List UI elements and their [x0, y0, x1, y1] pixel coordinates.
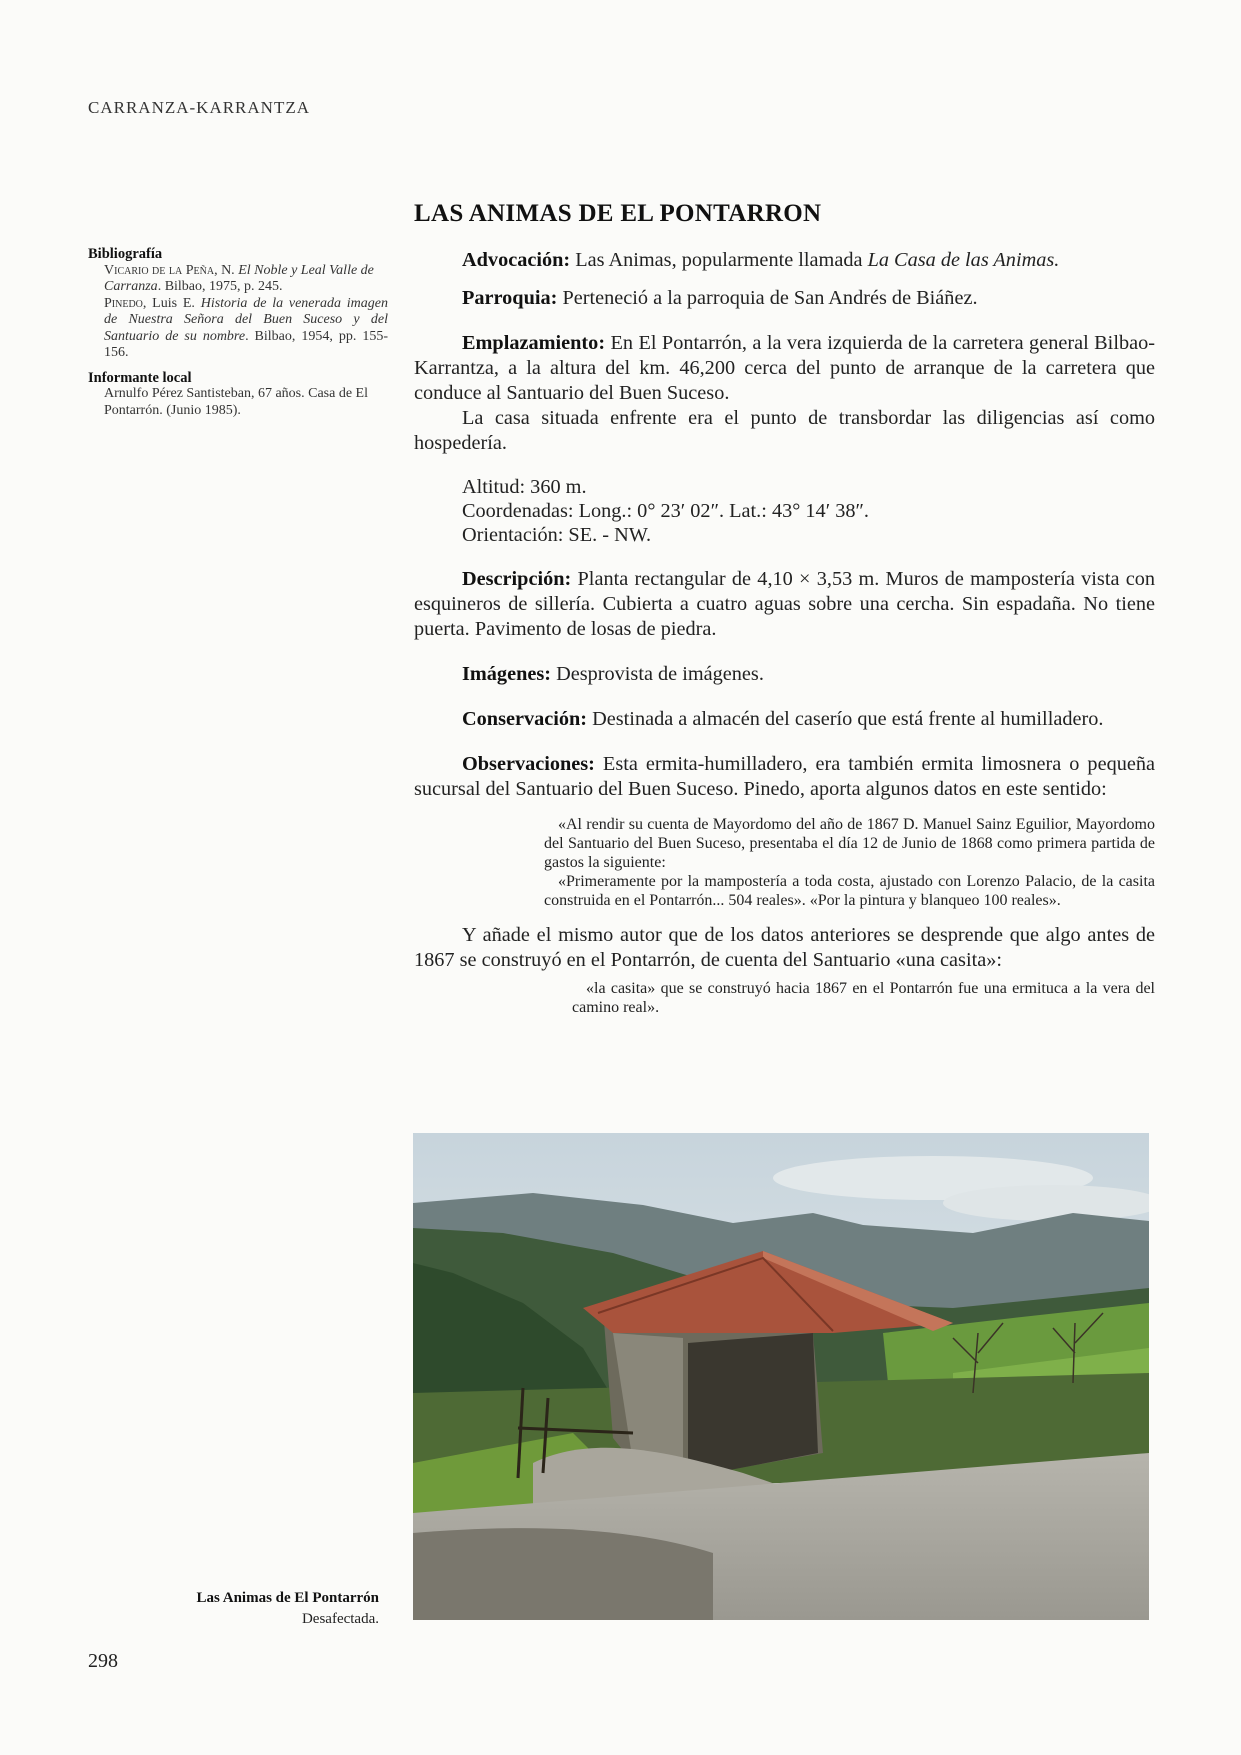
parroquia-label: Parroquia: [462, 287, 558, 309]
bib-author: Pinedo [104, 295, 143, 311]
emplazamiento-paragraph [414, 331, 1155, 406]
conservacion-label: Conservación: [462, 708, 588, 730]
advocacion-paragraph [414, 248, 1155, 273]
altitud: Altitud: 360 m. [462, 476, 587, 498]
parroquia-paragraph [414, 286, 1155, 311]
informante-heading: Informante local [88, 369, 192, 386]
ermita-photo [413, 1133, 1149, 1620]
emplazamiento-label: Emplazamiento: [462, 332, 606, 354]
photo-caption [196, 1588, 379, 1630]
bib-title: Historia de la venerada imagen de Nuestra Señora del Buen Suceso y del Santuario de su nombre [104, 295, 388, 344]
quote-paragraph: «Al rendir su cuenta de Mayordomo del año de 1867 D. Manuel Sainz Eguilior, Mayordomo del Santuario del Buen Suceso, presentaba el día 12 de Junio de 1868 como primera partida de gastos la siguiente: [544, 816, 1155, 871]
parroquia-text: Perteneció a la parroquia de San Andrés de Biáñez. [557, 287, 978, 309]
imagenes-paragraph [414, 662, 1155, 687]
landscape-illustration [413, 1133, 1149, 1620]
bib-author-rest: , Luis E. [142, 295, 195, 311]
conservacion-text: Destinada a almacén del caserío que está frente al humilladero. [587, 708, 1104, 730]
block-quote [572, 979, 1155, 1017]
bib-author: Vicario de la Peña [104, 262, 215, 278]
sidebar [88, 246, 388, 419]
orientacion: Orientación: SE. - NW. [462, 524, 652, 546]
observaciones-label: Observaciones: [462, 753, 595, 775]
main-text [414, 248, 1155, 1017]
conservacion-paragraph [414, 707, 1155, 732]
imagenes-text: Desprovista de imágenes. [551, 663, 764, 685]
bibliography-entry [104, 263, 388, 296]
advocacion-label: Advocación: [462, 249, 571, 271]
bibliography-entry [104, 296, 388, 362]
advocacion-italic: La Casa de las Animas. [867, 249, 1060, 271]
block-quote [544, 815, 1155, 910]
descripcion-paragraph [414, 567, 1155, 642]
bib-author-rest: , N. [214, 262, 235, 278]
bib-publication: . Bilbao, 1954, pp. 155-156. [104, 328, 388, 360]
quote-paragraph: «Primeramente por la mampostería a toda costa, ajustado con Lorenzo Palacio, de la casita construida en el Pontarrón... 504 reales». «Por la pintura y blanqueo 100 reales». [544, 873, 1155, 909]
imagenes-label: Imágenes: [462, 663, 551, 685]
location-data [462, 475, 1155, 547]
bibliografia-heading: Bibliografía [88, 246, 163, 262]
informante-entry: Arnulfo Pérez Santisteban, 67 años. Casa de El Pontarrón. (Junio 1985). [104, 386, 368, 418]
observaciones-text: Esta ermita-humilladero, era también ermita limosnera o pequeña sucursal del Santuario del Buen Suceso. Pinedo, aporta algunos datos en este sentido: [414, 753, 1155, 800]
caption-subtitle: Desafectada. [301, 1611, 379, 1627]
caption-title: Las Animas de El Pontarrón [196, 1590, 379, 1606]
anade-paragraph: Y añade el mismo autor que de los datos anteriores se desprende que algo antes de 1867 se construyó en el Pontarrón, de cuenta del Santuario «una casita»: [414, 924, 1155, 971]
coordenadas: Coordenadas: Long.: 0° 23′ 02″. Lat.: 43° 14′ 38″. [462, 500, 870, 522]
quote-paragraph: «la casita» que se construyó hacia 1867 en el Pontarrón fue una ermituca a la vera del camino real». [572, 980, 1155, 1016]
page-number: 298 [88, 1650, 118, 1672]
emplazamiento-text: En El Pontarrón, a la vera izquierda de la carretera general Bilbao-Karrantza, a la altura del km. 46,200 cerca del punto de arranque de la carretera que conduce al Santuario del Buen Suceso. [414, 332, 1155, 404]
descripcion-label: Descripción: [462, 568, 572, 590]
emplazamiento-paragraph-2: La casa situada enfrente era el punto de transbordar las diligencias así como hospedería. [414, 407, 1155, 454]
bib-title: El Noble y Leal Valle de Carranza [104, 262, 374, 294]
observaciones-paragraph [414, 752, 1155, 802]
page-title: LAS ANIMAS DE EL PONTARRON [414, 200, 822, 227]
bib-publication: . Bilbao, 1975, p. 245. [157, 279, 283, 294]
running-head: CARRANZA-KARRANTZA [88, 98, 310, 117]
descripcion-text: Planta rectangular de 4,10 × 3,53 m. Muros de mampostería vista con esquineros de sillería. Cubierta a cuatro aguas sobre una cercha. Sin espadaña. No tiene puerta. Pavimento de losas de piedra. [414, 568, 1155, 640]
advocacion-text: Las Animas, popularmente llamada [570, 249, 868, 271]
